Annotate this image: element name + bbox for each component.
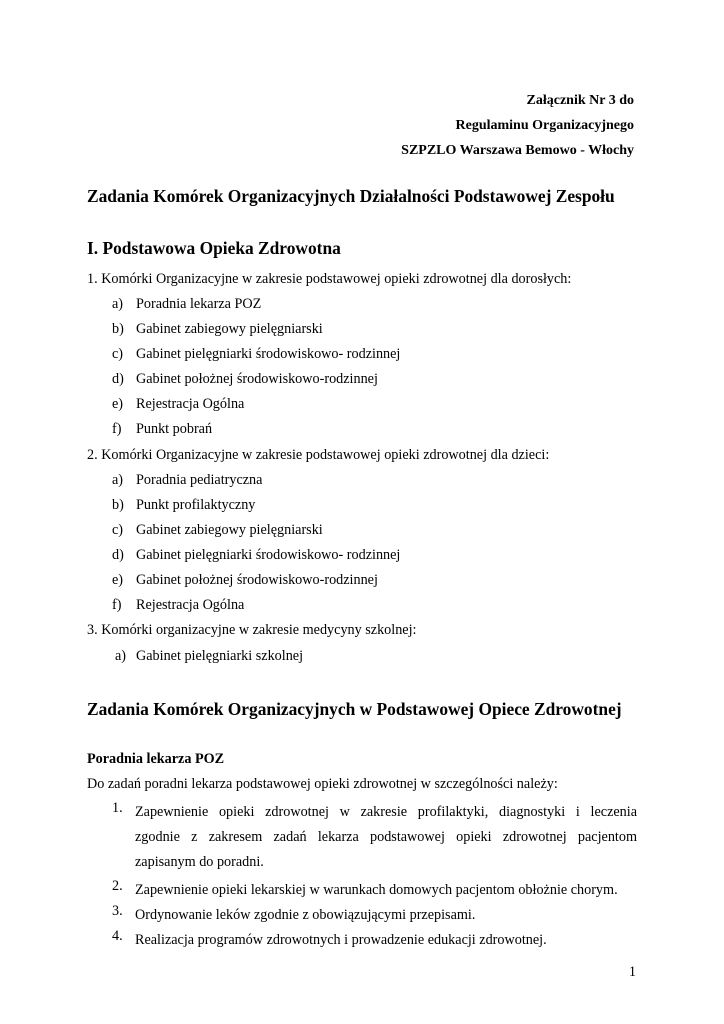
page-number: 1 [628, 964, 636, 980]
text-line: Zapewnienie opieki zdrowotnej w zakresie profilaktyki, diagnostyki i leczenia [135, 804, 637, 820]
document-title: Zadania Komórek Organizacyjnych Działalności Podstawowej Zespołu [87, 186, 615, 206]
numbered-item: 2. Zapewnienie opieki lekarskiej w warunkach domowych pacjentom obłożnie chorym. [112, 878, 618, 898]
list-intro: 2. Komórki Organizacyjne w zakresie podstawowej opieki zdrowotnej dla dzieci: [87, 447, 550, 463]
text-line: zgodnie z zakresem zadań lekarza podstawowej opieki zdrowotnej pacjentom [135, 829, 637, 845]
paragraph-intro: Do zadań poradni lekarza podstawowej opieki zdrowotnej w szczególności należy: [87, 776, 558, 792]
text-line: zapisanym do poradni. [135, 854, 264, 870]
section-heading: Zadania Komórek Organizacyjnych w Podstawowej Opiece Zdrowotnej [87, 699, 622, 719]
list-item: e) Rejestracja Ogólna [112, 396, 245, 412]
list-item: b) Punkt profilaktyczny [112, 497, 256, 513]
list-intro: 1. Komórki Organizacyjne w zakresie podstawowej opieki zdrowotnej dla dorosłych: [87, 271, 572, 287]
attachment-header [401, 88, 634, 163]
header-line: Załącznik Nr 3 do [526, 93, 634, 108]
subsection-heading: Poradnia lekarza POZ [87, 751, 225, 767]
list-item: c) Gabinet pielęgniarki środowiskowo- rodzinnej [112, 346, 401, 362]
section-heading: I. Podstawowa Opieka Zdrowotna [87, 238, 341, 258]
numbered-item: 4. Realizacja programów zdrowotnych i prowadzenie edukacji zdrowotnej. [112, 928, 547, 948]
list-item: a) Poradnia lekarza POZ [112, 296, 262, 312]
list-item: d) Gabinet położnej środowiskowo-rodzinnej [112, 371, 378, 387]
list-item: a) Gabinet pielęgniarki szkolnej [115, 648, 304, 664]
list-item: f) Rejestracja Ogólna [112, 597, 245, 613]
header-line: Regulaminu Organizacyjnego [455, 118, 634, 133]
list-item: f) Punkt pobrań [112, 421, 213, 437]
header-line: SZPZLO Warszawa Bemowo - Włochy [401, 143, 634, 158]
list-item: e) Gabinet położnej środowiskowo-rodzinnej [112, 572, 378, 588]
list-item: d) Gabinet pielęgniarki środowiskowo- rodzinnej [112, 547, 401, 563]
list-item: a) Poradnia pediatryczna [112, 472, 263, 488]
list-intro: 3. Komórki organizacyjne w zakresie medycyny szkolnej: [87, 622, 417, 638]
list-item: c) Gabinet zabiegowy pielęgniarski [112, 522, 323, 538]
list-item: b) Gabinet zabiegowy pielęgniarski [112, 321, 323, 337]
numbered-item: 1. Zapewnienie opieki zdrowotnej w zakresie profilaktyki, diagnostyki i leczenia zgodnie z zakresem zadań lekarza podstawowej opieki zdrowotnej pacjentom zapisanym do poradni. [112, 800, 637, 875]
numbered-item: 3. Ordynowanie leków zgodnie z obowiązującymi przepisami. [112, 903, 476, 923]
